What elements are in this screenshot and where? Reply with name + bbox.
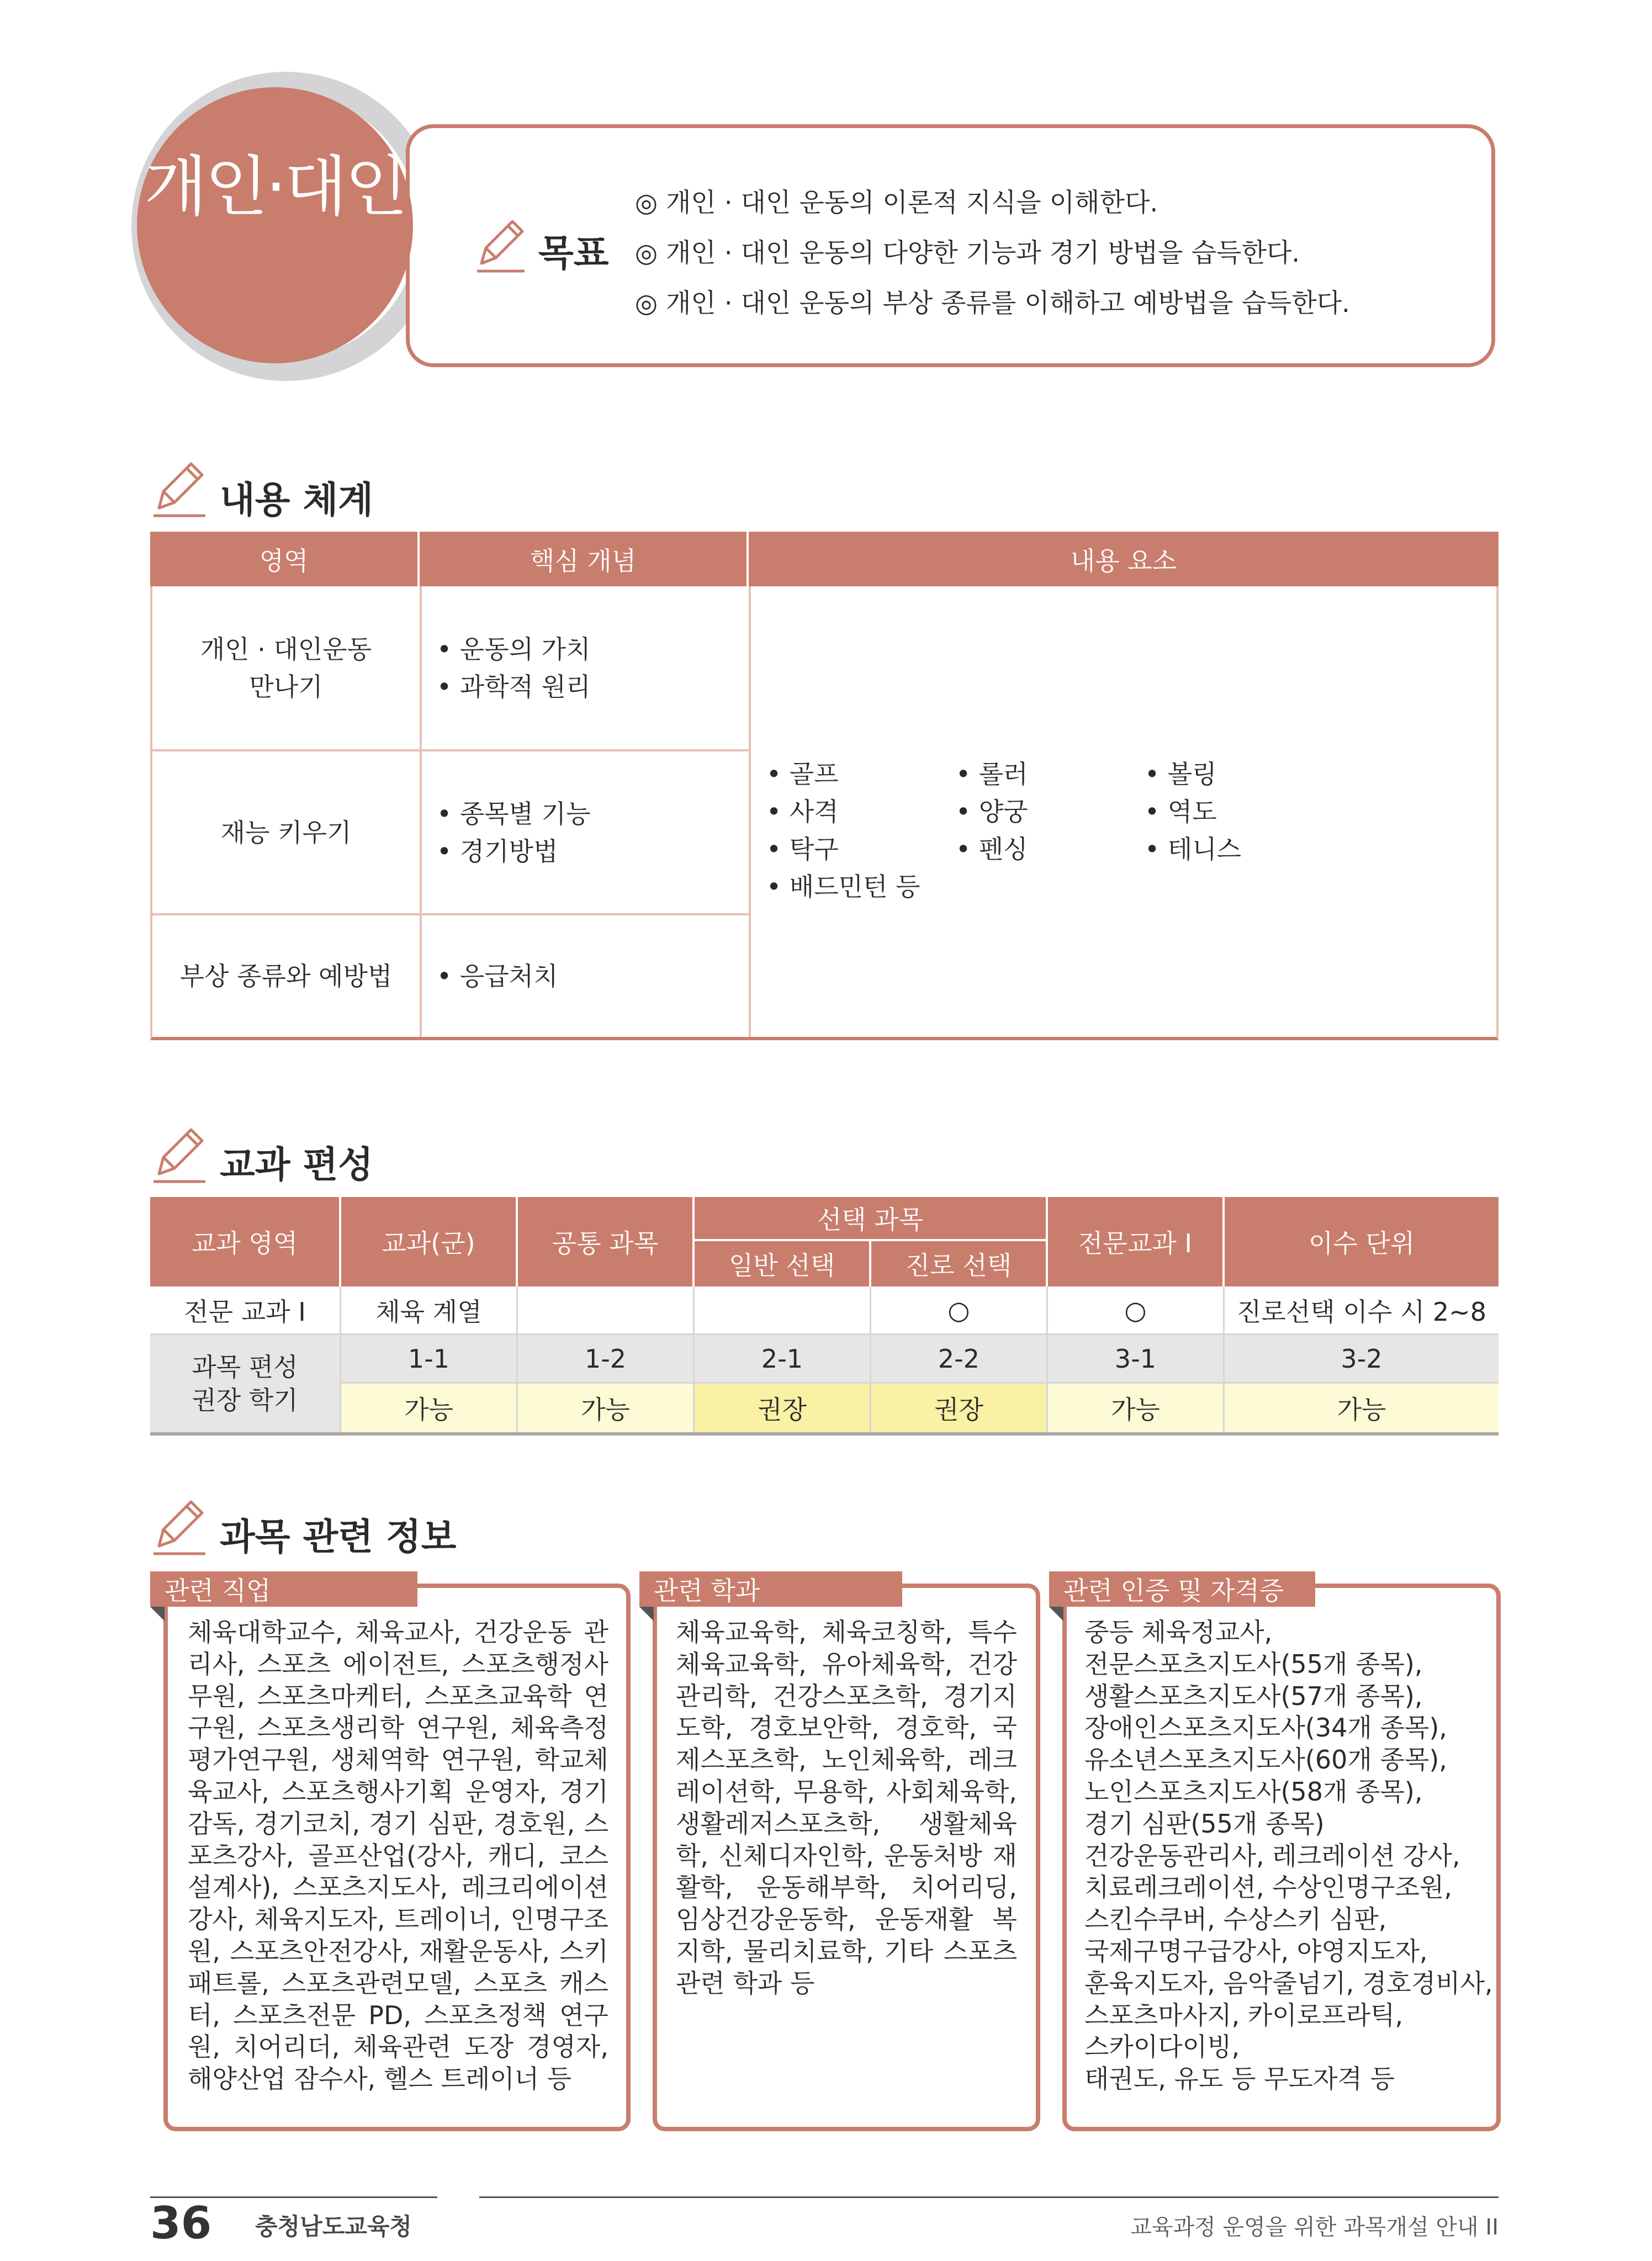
pencil-icon — [474, 217, 527, 277]
recommend-cell: 가능 — [341, 1384, 518, 1432]
table-row — [150, 1286, 1499, 1335]
header-elective: 선택 과목 — [695, 1197, 1048, 1241]
content-table — [150, 532, 1499, 1040]
info-tab-certificates: 관련 인증 및 자격증 — [1049, 1571, 1315, 1607]
concept-cell: • 운동의 가치 • 과학적 원리 — [437, 634, 591, 702]
header-common: 공통 과목 — [518, 1197, 695, 1286]
page-number: 36 — [150, 2198, 212, 2249]
table-cell: ○ — [871, 1286, 1048, 1335]
header-area: 교과 영역 — [150, 1197, 341, 1286]
section-title-curriculum: 교과 편성 — [220, 1143, 374, 1186]
recommend-cell: 권장 — [695, 1384, 871, 1432]
list-item: 건강운동관리사, 레크레이션 강사, — [1084, 1840, 1460, 1871]
content-table-body — [150, 586, 1499, 1040]
semester-row — [341, 1335, 1499, 1384]
list-item: 훈육지도자, 음악줄넘기, 경호경비사, — [1084, 1968, 1493, 1998]
list-item: 스카이다이빙, — [1084, 2032, 1240, 2062]
list-item: 생활스포츠지도사(57개 종목), — [1084, 1681, 1423, 1711]
unit-badge — [137, 87, 413, 363]
goal-item: ◎ 개인 · 대인 운동의 다양한 기능과 경기 방법을 습득한다. — [635, 238, 1300, 268]
recommend-cell: 가능 — [518, 1384, 695, 1432]
info-tab-departments: 관련 학과 — [639, 1571, 902, 1607]
goal-item: ◎ 개인 · 대인 운동의 부상 종류를 이해하고 예방법을 습득한다. — [635, 288, 1350, 319]
semester-cell: 3-1 — [1048, 1335, 1225, 1384]
goal-label: 목표 — [538, 232, 609, 274]
area-cell: 부상 종류와 예방법 — [179, 961, 393, 991]
elements-list: • 골프 • 사격 • 탁구 • 배드민턴 등 — [766, 759, 920, 902]
list-item: 전문스포츠지도사(55개 종목), — [1084, 1649, 1423, 1679]
table-cell: 진로선택 이수 시 2~8 — [1225, 1286, 1499, 1335]
info-text-jobs: 체육대학교수, 체육교사, 건강운동 관리사, 스포츠 에이전트, 스포츠행정사무원, 스포츠마케터, 스포츠교육학 연구원, 스포츠생리학 연구원, 체육측정평가연구원, 생체역학 연구원, 학교체육교사, 스포츠행사기획 운영자, 경기감독, 경기코치, 경기 심판, 경호원, 스포츠강사, 골프산업(강사, 캐디, 코스설계사), 스포츠지도사, 레크리에이션강사, 체육지도자, 트레이너, 인명구조원, 스포츠안전강사, 재활운동사, 스키패트롤, 스포츠관련모델, 스포츠 캐스터, 스포츠전문 PD, 스포츠정책 연구원, 치어리더, 체육관련 도장 경영자, 해양산업 잠수사, 헬스 트레이너 등 — [188, 1617, 608, 2094]
pencil-icon — [150, 1125, 208, 1186]
section-title-info: 과목 관련 정보 — [220, 1516, 457, 1558]
semester-cell: 3-2 — [1225, 1335, 1499, 1384]
section-title-content: 내용 체계 — [220, 479, 374, 521]
table-cell — [518, 1286, 695, 1335]
recommend-cell: 가능 — [1048, 1384, 1225, 1432]
divider — [749, 586, 751, 1037]
info-list-certificates — [1084, 1617, 1493, 2095]
recommend-row — [341, 1384, 1499, 1432]
header-elements: 내용 요소 — [1070, 546, 1177, 576]
concept-cell: • 종목별 기능 • 경기방법 — [437, 798, 591, 866]
table-cell: 전문 교과 I — [150, 1286, 341, 1335]
list-item: 스포츠마사지, 카이로프라틱, — [1084, 2000, 1404, 2030]
divider — [420, 586, 422, 1037]
content-table-header — [150, 532, 1499, 586]
header-specialized: 전문교과 I — [1048, 1197, 1225, 1286]
header-units: 이수 단위 — [1225, 1197, 1499, 1286]
semester-block — [150, 1335, 1499, 1436]
header-concept: 핵심 개념 — [420, 532, 749, 586]
list-item: 태권도, 유도 등 무도자격 등 — [1084, 2064, 1395, 2094]
concept-cell: • 응급처치 — [437, 961, 558, 991]
header-career: 진로 선택 — [871, 1241, 1048, 1286]
table-cell: ○ — [1048, 1286, 1225, 1335]
list-item: 경기 심판(55개 종목) — [1084, 1808, 1325, 1839]
badge-title-line1: 개인·대인 — [144, 149, 406, 225]
goal-list — [635, 178, 1350, 329]
info-tab-jobs: 관련 직업 — [150, 1571, 417, 1607]
list-item: 스킨수쿠버, 수상스키 심판, — [1084, 1904, 1387, 1935]
list-item: 유소년스포츠지도사(60개 종목), — [1084, 1745, 1447, 1775]
tab-fold — [150, 1607, 165, 1621]
table-cell: 체육 계열 — [341, 1286, 518, 1335]
curriculum-table-header — [150, 1197, 1499, 1286]
list-item: 중등 체육정교사, — [1084, 1617, 1273, 1647]
goal-item: ◎ 개인 · 대인 운동의 이론적 지식을 이해한다. — [635, 188, 1158, 218]
tab-fold — [639, 1607, 654, 1621]
elements-list: • 볼링 • 역도 • 테니스 — [1145, 759, 1242, 864]
semester-cell: 2-1 — [695, 1335, 871, 1384]
footer-org: 충청남도교육청 — [255, 2213, 412, 2240]
area-cell: 재능 키우기 — [220, 817, 352, 848]
recommend-cell: 권장 — [871, 1384, 1048, 1432]
header-area: 영역 — [150, 532, 420, 586]
elements-list: • 롤러 • 양궁 • 펜싱 — [956, 759, 1028, 864]
semester-cell: 2-2 — [871, 1335, 1048, 1384]
pencil-icon — [150, 459, 208, 520]
pencil-icon — [150, 1497, 208, 1558]
area-cell: 개인 · 대인운동 만나기 — [200, 634, 372, 702]
footer-rule — [479, 2196, 1499, 2198]
list-item: 노인스포츠지도사(58개 종목), — [1084, 1776, 1423, 1807]
list-item: 장애인스포츠지도사(34개 종목), — [1084, 1713, 1447, 1743]
recommend-cell: 가능 — [1225, 1384, 1499, 1432]
info-text-departments: 체육교육학, 체육코칭학, 특수체육교육학, 유아체육학, 건강관리학, 건강스포츠학, 경기지도학, 경호보안학, 경호학, 국제스포츠학, 노인체육학, 레크레이션학, 무용학, 사회체육학, 생활레저스포츠학, 생활체육학, 신체디자인학, 운동처방 재활학, 운동해부학, 치어리딩, 임상건강운동학, 운동재활 복지학, 물리치료학, 기타 스포츠 관련 학과 등 — [676, 1617, 1017, 1998]
footer-guide-title: 교육과정 운영을 위한 과목개설 안내 II — [1130, 2215, 1499, 2240]
list-item: 국제구명구급강사, 야영지도자, — [1084, 1936, 1428, 1966]
table-cell — [695, 1286, 871, 1335]
header-subject: 교과(군) — [341, 1197, 518, 1286]
list-item: 치료레크레이션, 수상인명구조원, — [1084, 1872, 1452, 1903]
semester-cell: 1-1 — [341, 1335, 518, 1384]
header-general: 일반 선택 — [695, 1241, 871, 1286]
tab-fold — [1049, 1607, 1063, 1621]
semester-label: 과목 편성 권장 학기 — [150, 1335, 341, 1432]
semester-cell: 1-2 — [518, 1335, 695, 1384]
curriculum-table — [150, 1197, 1499, 1436]
